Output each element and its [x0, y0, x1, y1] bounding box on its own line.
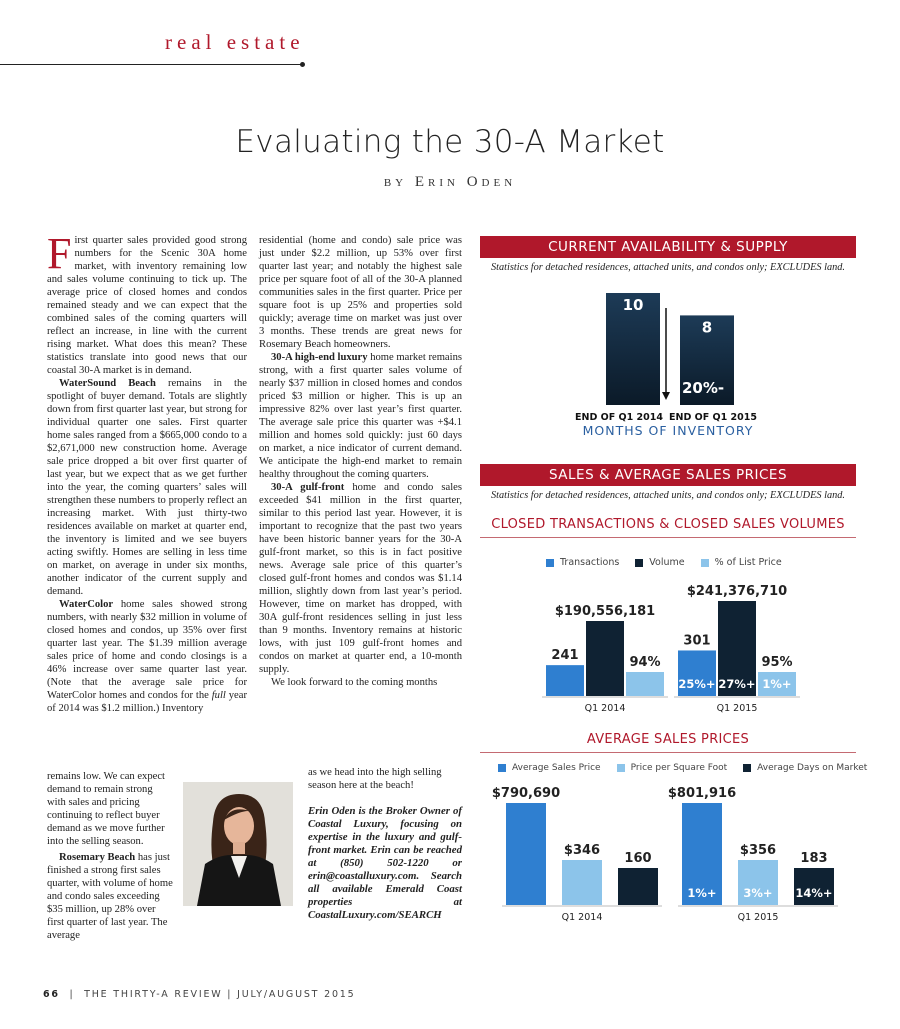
closed-svg-bar-1-0	[586, 621, 624, 696]
article-title: Evaluating the 30-A Market	[235, 124, 665, 160]
legend-swatch-avg-price	[498, 764, 506, 772]
average-prices-chart	[480, 775, 856, 925]
legend-swatch-list-price	[701, 559, 709, 567]
availability-note: Statistics for detached residences, attached units, and condos only; EXCLUDES land.	[491, 262, 845, 273]
page-number: 66	[43, 989, 60, 1000]
closed-svg-value-label: 94%	[629, 655, 661, 670]
paragraph-high-end: 30-A high-end luxury home market remains strong, with a first quarter sales volume of nearly $37 million in closed homes and condos priced $3 million or higher. This is up an impressive 82% over last year’s first quarter. The average sale price this quarter was +$4.1 million and homes sold quickly: just 60 days on market, a nice indicator of current demand. We anticipate the high-end market to remain healthy throughout the coming quarters.	[259, 352, 463, 480]
closed-svg-category-label: Q1 2014	[584, 703, 626, 714]
paragraph-closing: We look forward to the coming months	[271, 677, 438, 688]
inventory-axis-label: MONTHS OF INVENTORY	[582, 423, 754, 438]
page-footer: 66 | THE THIRTY-A REVIEW | JULY/AUGUST 2015	[43, 989, 356, 1000]
inventory-change-label: 20%-	[682, 379, 725, 397]
drop-cap: F	[47, 229, 72, 278]
inventory-value-label: 8	[701, 318, 713, 337]
article-column-2	[259, 234, 462, 689]
avg-svg-change-label: 14%+	[795, 886, 833, 900]
inventory-category-label: END OF Q1 2014	[575, 412, 663, 423]
legend-price-sqft: Price per Square Foot	[630, 763, 728, 773]
paragraph-watersound: WaterSound Beach remains in the spotlight of buyer demand. Totals are slightly down from first quarter last year, but strong for individual quarter one sales. First quarter home sales ranged from a $665,000 condo to a $2,671,000 new construction home. Average sale price dropped a bit over first quarter of last year, but we expect that as we get further into the year, the coming quarters’ sales will strengthen these numbers to properly reflect an increasing market. With just thirty-two residences available on market at quarter end, the inventory is limited and we see buyers acting swiftly. Homes are selling in less time on market, on average in under six months, another indicator of the current supply and demand.	[47, 378, 247, 597]
closed-legend	[546, 557, 782, 568]
paragraph-watercolor: WaterColor home sales showed strong numbers, with nearly $32 million in volume of closed homes and condos, up 35% over first quarter last year. The $1.39 million average sales price of home and condo closings is a 46% increase over same quarter last year. (Note that the average sale price for WaterColor homes and condos for the full year of 2014 was $1.2 million.) Inventory	[47, 599, 247, 714]
closed-svg-change-label: 25%+	[678, 677, 716, 691]
avg-svg-bar-1-0	[562, 860, 602, 905]
section-label: real estate	[165, 30, 305, 54]
avg-legend	[498, 763, 867, 773]
avg-svg-category-label: Q1 2015	[737, 912, 779, 923]
avg-svg-bar-0-0	[506, 803, 546, 905]
author-bio: Erin Oden is the Broker Owner of Coastal Luxury, focusing on expertise in the luxury and gulf-front market. Erin can be reached at (850) 502-1220 or erin@coastalluxury.com. Search all available Emerald Coast properties at CoastalLuxury.com/SEARCH	[308, 805, 462, 921]
closed-svg-value-label: 95%	[761, 655, 793, 670]
closed-svg-value-label: 241	[551, 648, 579, 664]
paragraph-intro: First quarter sales provided good strong numbers for the Scenic 30A home market, with inventory remaining low and sales volume continuing to tick up. The average price of closed homes and condos remained steady and we can expect that the combined sales of the coming quarters will reflect an increase, in line with the current rising market. What does this mean? These statistics translate into good news that our coastal 30-A market is in demand.	[47, 229, 247, 376]
closed-svg-category-label: Q1 2015	[716, 703, 758, 714]
article-column-1	[47, 229, 247, 715]
closed-heading-rule	[480, 537, 856, 538]
author-photo	[183, 782, 293, 906]
avg-svg-value-label: $790,690	[491, 786, 561, 801]
article-byline: by Erin Oden	[383, 174, 517, 190]
avg-svg-value-label: 183	[800, 851, 828, 866]
paragraph-rosemary-cont: residential (home and condo) sale price was just under $2.2 million, up 53% over first quarter last year; and notably the highest sale price per square foot of all of the 30-A planned communities sales in the first quarter. Price per square foot is up 25% and properties sold quickly; average time on market was just over 3 months. These trends are great news for Rosemary Beach homeowners.	[259, 235, 462, 350]
closed-svg-change-label: 27%+	[718, 677, 756, 691]
inventory-category-label: END OF Q1 2015	[669, 412, 757, 423]
footer-publication: THE THIRTY-A REVIEW | JULY/AUGUST 2015	[84, 989, 356, 1000]
avg-svg-bar-2-0	[618, 868, 658, 905]
sales-note: Statistics for detached residences, attached units, and condos only; EXCLUDES land.	[491, 490, 845, 501]
availability-banner: CURRENT AVAILABILITY & SUPPLY	[480, 236, 856, 258]
avg-svg-value-label: 160	[624, 851, 652, 866]
closed-svg-bar-2-0	[626, 672, 664, 696]
legend-swatch-days-market	[743, 764, 751, 772]
legend-transactions: Transactions	[560, 557, 620, 568]
avg-svg-value-label: $346	[563, 843, 601, 858]
avg-svg-category-label: Q1 2014	[561, 912, 603, 923]
avg-svg-value-label: $801,916	[667, 786, 737, 801]
sales-banner: SALES & AVERAGE SALES PRICES	[480, 464, 856, 486]
paragraph-closing-cont: as we head into the high selling season here at the beach!	[308, 767, 442, 791]
paragraph-rosemary: Rosemary Beach has just finished a strong first sales quarter, with volume of home and condo sales exceeding $35 million, up 28% over first quarter of last year. The average	[47, 852, 173, 941]
header-rule	[0, 64, 303, 65]
decline-arrow-head	[662, 392, 670, 400]
inventory-value-label: 10	[622, 296, 644, 314]
closed-heading: CLOSED TRANSACTIONS & CLOSED SALES VOLUMES	[491, 517, 845, 532]
closed-svg-value-label: 301	[683, 633, 711, 649]
header-rule-dot	[300, 62, 305, 67]
closed-svg-change-label: 1%+	[762, 677, 792, 691]
paragraph-gulf-front: 30-A gulf-front home and condo sales exceeded $41 million in the first quarter, similar to this period last year. However, it is important to recognize that the past two years have been historic banner years for the 30-A gulf-front market, so this is in fact positive news. Average sale price of this quarter’s closed gulf-front homes and condos was $1.14 million, slightly down from last year’s period. However, time on market has dropped, with 30A gulf-front residences selling in just less than 9 months. Inventory remains at historic lows, with just 109 gulf-front homes and condos on market at quarter end, a 10-month supply.	[259, 482, 462, 675]
legend-swatch-transactions	[546, 559, 554, 567]
closed-transactions-chart	[480, 570, 856, 715]
avg-svg-value-label: $356	[739, 843, 777, 858]
closed-svg-value-label: $241,376,710	[686, 584, 788, 599]
avg-svg-change-label: 1%+	[687, 886, 717, 900]
paragraph-watercolor-cont: remains low. We can expect demand to remain strong with sales and pricing continuing to reflect buyer demand as we move further into the selling season.	[47, 771, 165, 847]
avg-heading: AVERAGE SALES PRICES	[586, 732, 750, 747]
legend-swatch-price-sqft	[617, 764, 625, 772]
legend-days-market: Average Days on Market	[757, 763, 868, 773]
legend-volume: Volume	[649, 557, 685, 568]
closed-svg-bar-0-0	[546, 665, 584, 696]
legend-list-price: % of List Price	[714, 557, 782, 568]
closed-svg-value-label: $190,556,181	[554, 604, 656, 619]
avg-heading-rule	[480, 752, 856, 753]
legend-avg-price: Average Sales Price	[512, 763, 601, 773]
inventory-chart	[480, 280, 856, 440]
avg-svg-change-label: 3%+	[743, 886, 773, 900]
legend-swatch-volume	[635, 559, 643, 567]
